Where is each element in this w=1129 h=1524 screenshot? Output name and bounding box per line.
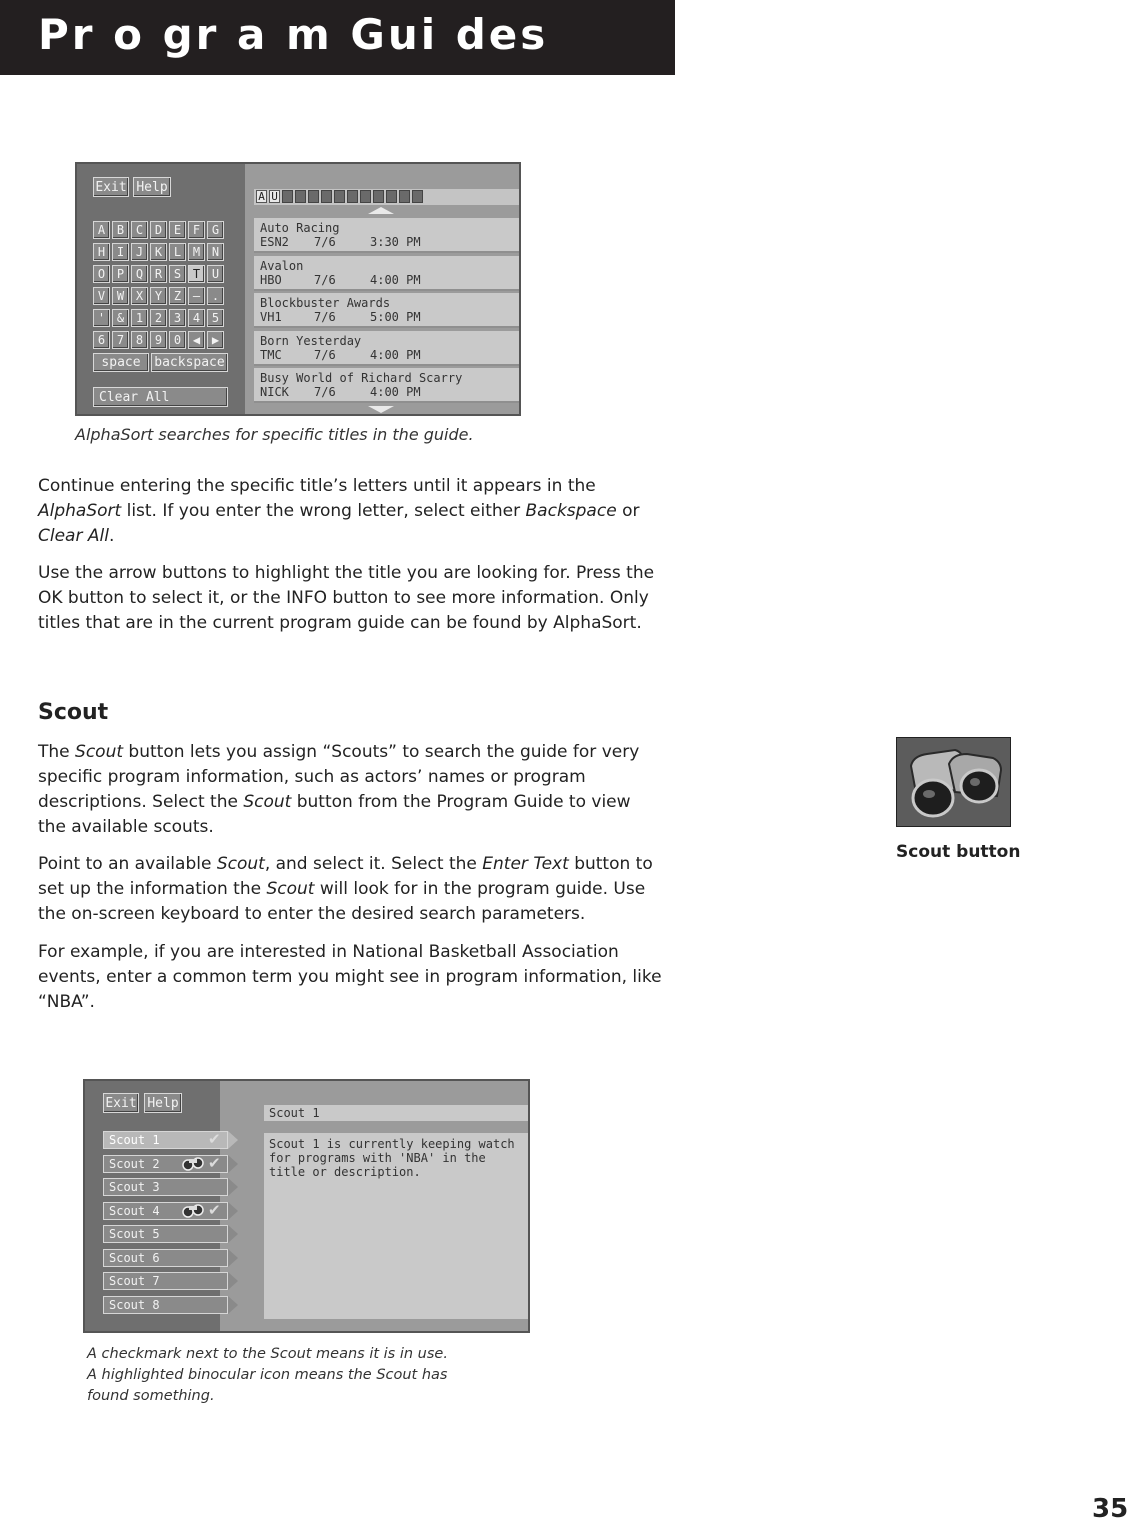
result-channel: ESN2 (260, 235, 289, 249)
empty-letter-slot (347, 190, 358, 203)
scout-item-5[interactable]: Scout 5 (103, 1225, 228, 1243)
key-40[interactable]: ◀ (188, 331, 205, 349)
paragraph-arrow-buttons: Use the arrow buttons to highlight the title you are looking for. Press the OK button to select it, or the INFO button to see more information. Only titles that are in the current program guide can be found by AlphaSort. (38, 563, 655, 633)
text-run: button lets you assign “Scouts” to search the guide for very specific program information, such as actors’ names or program descriptions. Select the (38, 742, 640, 812)
help-button[interactable]: Help (133, 177, 171, 197)
scout-button-caption: Scout button (896, 842, 1021, 862)
clear-all-button[interactable]: Clear All (93, 387, 228, 407)
scout-detail-line: for programs with 'NBA' in the (269, 1151, 486, 1165)
result-time: 4:00 PM (370, 385, 421, 399)
result-date: 7/6 (314, 347, 336, 362)
italic-term: Enter Text (482, 854, 569, 874)
key-9[interactable]: J (131, 243, 148, 261)
key-33[interactable]: 4 (188, 309, 205, 327)
result-date: 7/6 (314, 310, 336, 324)
result-time: 3:30 PM (370, 235, 421, 249)
key-35[interactable]: 6 (93, 331, 110, 349)
result-details (260, 310, 519, 324)
result-date: 7/6 (314, 385, 336, 399)
italic-term: Scout (243, 792, 292, 812)
italic-term: Clear All (38, 526, 109, 546)
key-25[interactable]: Z (169, 287, 186, 305)
key-30[interactable]: 1 (131, 309, 148, 327)
result-channel: VH1 (260, 310, 282, 324)
checkmark-icon: ✔ (208, 1200, 221, 1219)
alphasort-screenshot (75, 162, 521, 416)
key-10[interactable]: K (150, 243, 167, 261)
key-16[interactable]: Q (131, 265, 148, 283)
result-details (260, 348, 519, 362)
key-38[interactable]: 9 (150, 331, 167, 349)
key-4[interactable]: E (169, 221, 186, 239)
text-run: list. If you enter the wrong letter, select either (121, 501, 526, 521)
result-row[interactable] (254, 218, 519, 253)
help-button[interactable]: Help (144, 1093, 182, 1113)
key-5[interactable]: F (188, 221, 205, 239)
key-29[interactable]: & (112, 309, 129, 327)
key-2[interactable]: C (131, 221, 148, 239)
result-date: 7/6 (314, 272, 336, 287)
scout-arrow-icon (228, 1272, 238, 1290)
italic-term: Scout (75, 742, 124, 762)
paragraph-scout-intro (38, 740, 663, 840)
text-run: button to set up the information the (38, 854, 653, 899)
italic-term: Backspace (525, 501, 617, 521)
result-details (260, 273, 519, 287)
key-23[interactable]: X (131, 287, 148, 305)
result-channel: NICK (260, 385, 289, 399)
key-36[interactable]: 7 (112, 331, 129, 349)
result-time: 4:00 PM (370, 272, 421, 287)
key-7[interactable]: H (93, 243, 110, 261)
result-row[interactable] (254, 293, 519, 328)
scout-arrow-icon (228, 1178, 238, 1196)
key-28[interactable]: ' (93, 309, 110, 327)
empty-letter-slot (308, 190, 319, 203)
key-6[interactable]: G (207, 221, 224, 239)
scout-arrow-icon (228, 1131, 238, 1149)
result-row[interactable] (254, 256, 519, 291)
empty-letter-slot (321, 190, 332, 203)
italic-term: Scout (266, 879, 315, 899)
binoculars-icon (182, 1156, 204, 1171)
result-time: 4:00 PM (370, 347, 421, 362)
result-date: 7/6 (314, 235, 336, 249)
backspace-key[interactable]: backspace (151, 353, 228, 372)
scout-item-2[interactable]: Scout 2 (103, 1155, 228, 1173)
paragraph-nba-example: For example, if you are interested in National Basketball Association events, enter a common term you might see in program information, like “NBA”. (38, 942, 662, 1012)
alphasort-caption: AlphaSort searches for specific titles in the guide. (75, 425, 474, 444)
result-title: Busy World of Richard Scarry (260, 371, 463, 385)
scroll-down-arrow[interactable] (368, 406, 394, 413)
result-details (260, 235, 519, 249)
scout-detail-title: Scout 1 (264, 1105, 528, 1121)
text-run: or (616, 501, 640, 521)
key-18[interactable]: S (169, 265, 186, 283)
key-1[interactable]: B (112, 221, 129, 239)
empty-letter-slot (334, 190, 345, 203)
result-title: Blockbuster Awards (260, 296, 391, 310)
italic-term: Scout (216, 854, 265, 874)
result-row[interactable] (254, 368, 519, 403)
page-number: 35 (1092, 1494, 1129, 1524)
scout-arrow-icon (228, 1296, 238, 1314)
key-21[interactable]: V (93, 287, 110, 305)
caption-line: A checkmark next to the Scout means it is in use. (87, 1346, 448, 1362)
key-13[interactable]: N (207, 243, 224, 261)
result-details (260, 385, 519, 399)
result-row[interactable] (254, 331, 519, 366)
key-15[interactable]: P (112, 265, 129, 283)
empty-letter-slot (360, 190, 371, 203)
scout-item-6[interactable]: Scout 6 (103, 1249, 228, 1267)
scout-arrow-icon (228, 1249, 238, 1267)
result-channel: HBO (260, 272, 282, 287)
entered-letter: A (256, 190, 267, 203)
scroll-up-arrow[interactable] (368, 207, 394, 214)
key-37[interactable]: 8 (131, 331, 148, 349)
binoculars-icon (182, 1203, 204, 1218)
key-12[interactable]: M (188, 243, 205, 261)
result-time: 5:00 PM (370, 310, 421, 324)
page-title: Pr o gr a m Gui des (38, 10, 549, 59)
key-27[interactable]: . (207, 287, 224, 305)
paragraph-continue-entering (38, 474, 678, 549)
scout-detail-line: title or description. (269, 1165, 421, 1179)
result-channel: TMC (260, 347, 282, 362)
text-run: Continue entering the specific title’s letters until it appears in the (38, 476, 596, 496)
key-11[interactable]: L (169, 243, 186, 261)
key-24[interactable]: Y (150, 287, 167, 305)
key-20[interactable]: U (207, 265, 224, 283)
result-title: Avalon (260, 258, 304, 273)
scout-item-8[interactable]: Scout 8 (103, 1296, 228, 1314)
empty-letter-slot (412, 190, 423, 203)
result-title: Born Yesterday (260, 333, 362, 348)
space-key[interactable]: space (93, 353, 149, 372)
text-run: button from the Program Guide to view the available scouts. (38, 792, 631, 837)
scout-arrow-icon (228, 1155, 238, 1173)
exit-button[interactable]: Exit (93, 177, 129, 197)
caption-line: found something. (87, 1388, 215, 1404)
scout-item-4[interactable]: Scout 4 (103, 1202, 228, 1220)
empty-letter-slot (282, 190, 293, 203)
key-3[interactable]: D (150, 221, 167, 239)
text-run: . (108, 526, 115, 546)
empty-letter-slot (386, 190, 397, 203)
key-14[interactable]: O (93, 265, 110, 283)
scout-item-3[interactable]: Scout 3 (103, 1178, 228, 1196)
text-run: The (38, 742, 76, 762)
key-41[interactable]: ▶ (207, 331, 224, 349)
text-run: Point to an available (38, 854, 217, 874)
key-0[interactable]: A (93, 221, 110, 239)
text-run: will look for in the program guide. Use the on-screen keyboard to enter the desired search parameters. (38, 879, 646, 924)
key-34[interactable]: 5 (207, 309, 224, 327)
paragraph-point-to-scout (38, 852, 678, 927)
entered-letter: U (269, 190, 280, 203)
key-17[interactable]: R (150, 265, 167, 283)
caption-line: A highlighted binocular icon means the Scout has (87, 1367, 448, 1383)
scout-button-image (896, 737, 1011, 827)
scout-arrow-icon (228, 1225, 238, 1243)
key-39[interactable]: 0 (169, 331, 186, 349)
key-32[interactable]: 3 (169, 309, 186, 327)
key-19[interactable]: T (188, 265, 205, 283)
scout-screenshot (83, 1079, 530, 1333)
text-run: , and select it. Select the (264, 854, 483, 874)
scout-heading: Scout (38, 700, 109, 725)
checkmark-icon: ✔ (208, 1153, 221, 1172)
key-31[interactable]: 2 (150, 309, 167, 327)
scout-arrow-icon (228, 1202, 238, 1220)
scout-item-1[interactable]: Scout 1 (103, 1131, 228, 1149)
binoculars-icon (897, 738, 1010, 826)
empty-letter-slot (399, 190, 410, 203)
scout-detail-line: Scout 1 is currently keeping watch (269, 1137, 515, 1151)
key-26[interactable]: – (188, 287, 205, 305)
key-8[interactable]: I (112, 243, 129, 261)
empty-letter-slot (373, 190, 384, 203)
key-22[interactable]: W (112, 287, 129, 305)
scout-detail-panel (264, 1133, 528, 1319)
scout-caption (87, 1344, 448, 1407)
italic-term: AlphaSort (38, 501, 122, 521)
scout-item-7[interactable]: Scout 7 (103, 1272, 228, 1290)
result-title: Auto Racing (260, 221, 340, 235)
exit-button[interactable]: Exit (103, 1093, 139, 1113)
checkmark-icon: ✔ (208, 1130, 221, 1148)
empty-letter-slot (295, 190, 306, 203)
